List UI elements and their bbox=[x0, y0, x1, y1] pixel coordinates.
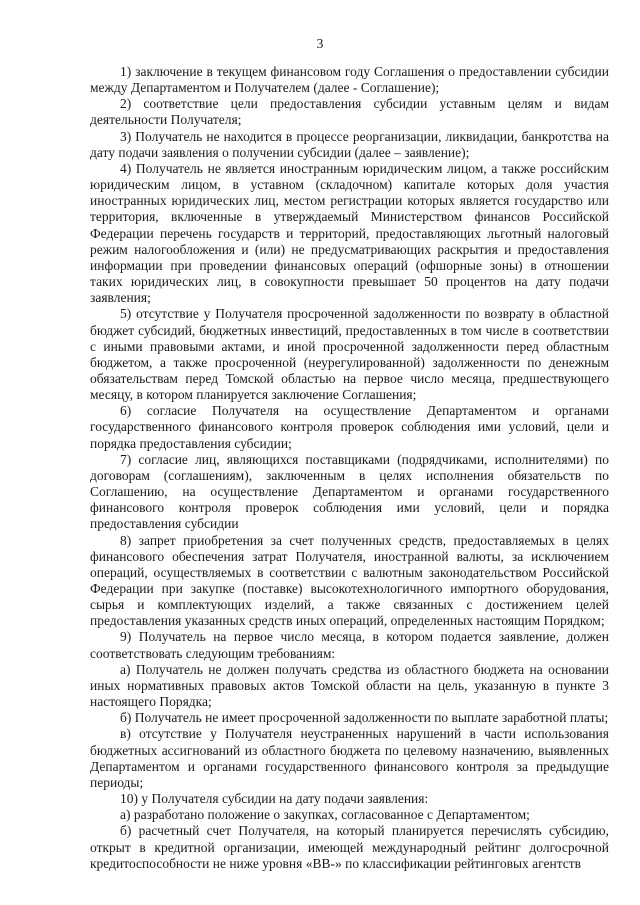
page-number: 3 bbox=[316, 36, 324, 51]
paragraph-10: 10) у Получателя субсидии на дату подачи заявления: bbox=[120, 791, 429, 807]
paragraph-10b: б) расчетный счет Получателя, на который планируется перечислять субсидию, открыт в кредитной организации, имеющей международный рейтинг долгосрочной кредитоспособности не ниже уровня «BB-» по классификации рейтинговых агентств bbox=[90, 823, 609, 871]
paragraph-9b: б) Получатель не имеет просроченной задолженности по выплате заработной платы; bbox=[120, 710, 609, 726]
paragraph-5: 5) отсутствие у Получателя просроченной задолженности по возврату в областной бюджет субсидий, бюджетных инвестиций, предоставленных в том числе в соответствии с иными правовыми актами, и иной просроченной задолженности перед областным бюджетом, а также просроченной (неурегулированной) задолженности по денежным обязательствам перед Томской областью на первое число месяца, предшествующего месяцу, в котором планируется заключение Соглашения; bbox=[90, 306, 609, 403]
paragraph-8: 8) запрет приобретения за счет полученных средств, предоставляемых в целях финансового обеспечения затрат Получателя, иностранной валюты, за исключением операций, осуществляемых в соответствии с валютным законодательством Российской Федерации при закупке (поставке) высокотехнологичного импортного оборудования, сырья и комплектующих изделий, а также связанных с достижением целей предоставления указанных средств иных операций, определенных настоящим Порядком; bbox=[90, 532, 609, 629]
paragraph-7: 7) согласие лиц, являющихся поставщиками (подрядчиками, исполнителями) по договорам (соглашениям), заключенным в целях исполнения обязательств по Соглашению, на осуществление Департаментом и органами государственного финансового контроля проверок соблюдения ими условий, цели и порядка предоставления субсидии bbox=[90, 451, 609, 532]
paragraph-9: 9) Получатель на первое число месяца, в котором подается заявление, должен соответствовать следующим требованиям: bbox=[90, 629, 609, 661]
paragraph-9a: а) Получатель не должен получать средства из областного бюджета на основании иных нормативных правовых актов Томской области на цель, указанную в пункте 3 настоящего Порядка; bbox=[90, 661, 609, 710]
paragraph-10a: а) разработано положение о закупках, согласованное с Департаментом; bbox=[120, 807, 530, 823]
paragraph-9v: в) отсутствие у Получателя неустраненных нарушений в части использования бюджетных ассигнований из областного бюджета по целевому назначению, выявленных Департаментом и органами государственного финансового контроля за предыдущие периоды; bbox=[90, 726, 609, 790]
paragraph-6: 6) согласие Получателя на осуществление Департаментом и органами государственного финансового контроля проверок соблюдения ими условий, цели и порядка предоставления субсидии; bbox=[90, 403, 609, 451]
paragraph-2: 2) соответствие цели предоставления субсидии уставным целям и видам деятельности Получателя; bbox=[90, 96, 609, 128]
paragraph-4: 4) Получатель не является иностранным юридическим лицом, а также российским юридическим лицом, в уставном (складочном) капитале которых доля участия иностранных юридических лиц, местом регистрации которых является государство или территория, включенные в утверждаемый Министерством финансов Российской Федерации перечень государств и территорий, предоставляющих льготный налоговый режим налогообложения и (или) не предусматривающих раскрытия и предоставления информации при проведении финансовых операций (офшорные зоны) в отношении таких юридических лиц, в совокупности превышает 50 процентов на дату подачи заявления; bbox=[90, 160, 609, 306]
paragraph-3: 3) Получатель не находится в процессе реорганизации, ликвидации, банкротства на дату подачи заявления о получении субсидии (далее – заявление); bbox=[90, 128, 609, 160]
document-body bbox=[90, 64, 609, 872]
paragraph-1: 1) заключение в текущем финансовом году Соглашения о предоставлении субсидии между Департаментом и Получателем (далее - Соглашение); bbox=[90, 64, 609, 96]
